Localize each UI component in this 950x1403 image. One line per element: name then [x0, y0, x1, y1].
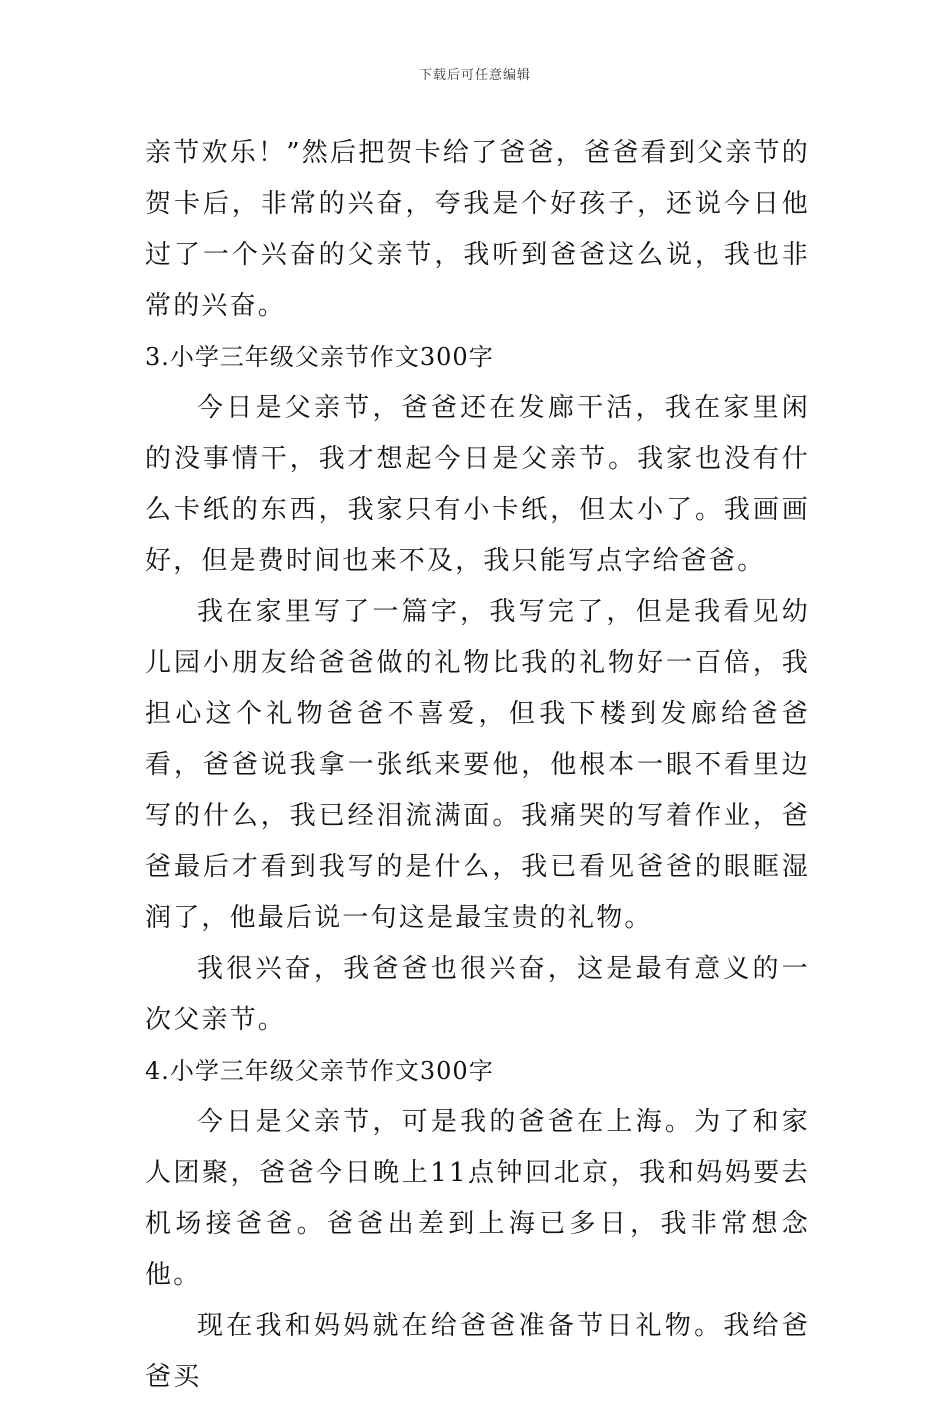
- paragraph: 今日是父亲节，可是我的爸爸在上海。为了和家人团聚，爸爸今日晚上11点钟回北京，我和妈妈要去机场接爸爸。爸爸出差到上海已多日，我非常想念他。: [145, 1107, 810, 1290]
- paragraph: 我在家里写了一篇字，我写完了，但是我看见幼儿园小朋友给爸爸做的礼物比我的礼物好一百倍，我担心这个礼物爸爸不喜爱，但我下楼到发廊给爸爸看，爸爸说我拿一张纸来要他，他根本一眼不看里边写的什么，我已经泪流满面。我痛哭的写着作业，爸爸最后才看到我写的是什么，我已看见爸爸的眼眶湿润了，他最后说一句这是最宝贵的礼物。: [145, 597, 810, 933]
- section-heading-4: 4.小学三年级父亲节作文300字: [145, 1057, 494, 1085]
- paragraph-continuation: 亲节欢乐！”然后把贺卡给了爸爸，爸爸看到父亲节的贺卡后，非常的兴奋，夸我是个好孩子，还说今日他过了一个兴奋的父亲节，我听到爸爸这么说，我也非常的兴奋。: [145, 138, 810, 321]
- paragraph: 我很兴奋，我爸爸也很兴奋，这是最有意义的一次父亲节。: [145, 954, 810, 1035]
- page-header: 下载后可任意编辑: [418, 68, 531, 83]
- paragraph: 现在我和妈妈就在给爸爸准备节日礼物。我给爸爸买: [145, 1311, 810, 1392]
- section-heading-3: 3.小学三年级父亲节作文300字: [145, 343, 494, 371]
- document-body: [145, 128, 810, 1403]
- paragraph: 今日是父亲节，爸爸还在发廊干活，我在家里闲的没事情干，我才想起今日是父亲节。我家也没有什么卡纸的东西，我家只有小卡纸，但太小了。我画画好，但是费时间也来不及，我只能写点字给爸爸。: [145, 393, 810, 576]
